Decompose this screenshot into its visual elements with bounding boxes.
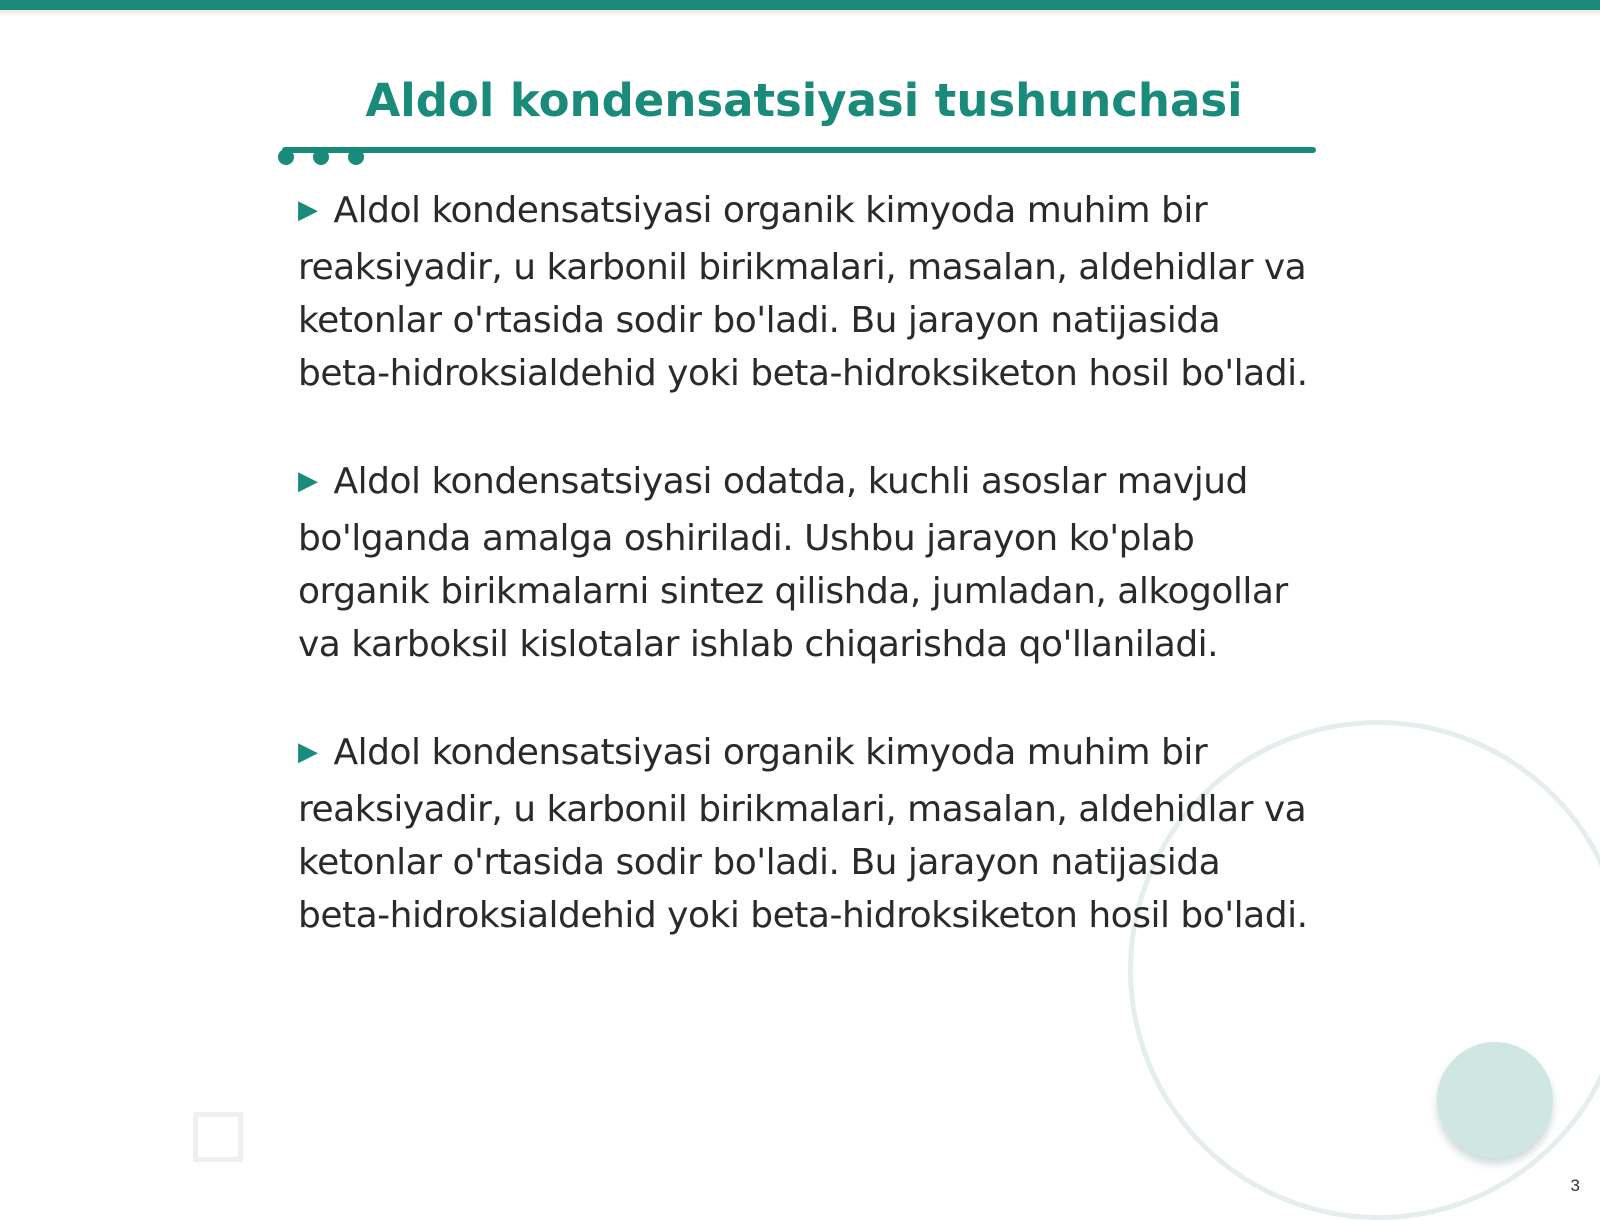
top-bar-shadow: [0, 10, 1600, 16]
page-number: 3: [1570, 1176, 1580, 1195]
decor-dot: [348, 149, 364, 165]
bullet-list: [298, 184, 1318, 997]
bullet-item: [298, 455, 1318, 671]
decor-dot: [313, 149, 329, 165]
title-underline: [282, 147, 1316, 153]
bullet-text: Aldol kondensatsiyasi odatda, kuchli asoslar mavjud bo'lganda amalga oshiriladi. Ushbu jarayon ko'plab organik birikmalarni sintez qilishda, jumladan, alkogollar va karboksil kislotalar ishlab chiqarishda qo'llaniladi.: [298, 461, 1288, 665]
top-accent-bar: [0, 0, 1600, 10]
decor-dot: [278, 149, 294, 165]
bullet-item: [298, 726, 1318, 942]
bullet-text: Aldol kondensatsiyasi organik kimyoda muhim bir reaksiyadir, u karbonil birikmalari, masalan, aldehidlar va ketonlar o'rtasida sodir bo'ladi. Bu jarayon natijasida beta-hidroksialdehid yoki beta-hidroksiketon hosil bo'ladi.: [298, 732, 1308, 936]
decor-square: [193, 1112, 243, 1162]
decor-circle: [1437, 1042, 1553, 1158]
bullet-text: Aldol kondensatsiyasi organik kimyoda muhim bir reaksiyadir, u karbonil birikmalari, masalan, aldehidlar va ketonlar o'rtasida sodir bo'ladi. Bu jarayon natijasida beta-hidroksialdehid yoki beta-hidroksiketon hosil bo'ladi.: [298, 190, 1308, 394]
bullet-arrow-icon: ▶: [298, 737, 318, 767]
bullet-arrow-icon: ▶: [298, 466, 318, 496]
slide-title: Aldol kondensatsiyasi tushunchasi: [365, 74, 1243, 127]
bullet-arrow-icon: ▶: [298, 195, 318, 225]
bullet-item: [298, 184, 1318, 400]
